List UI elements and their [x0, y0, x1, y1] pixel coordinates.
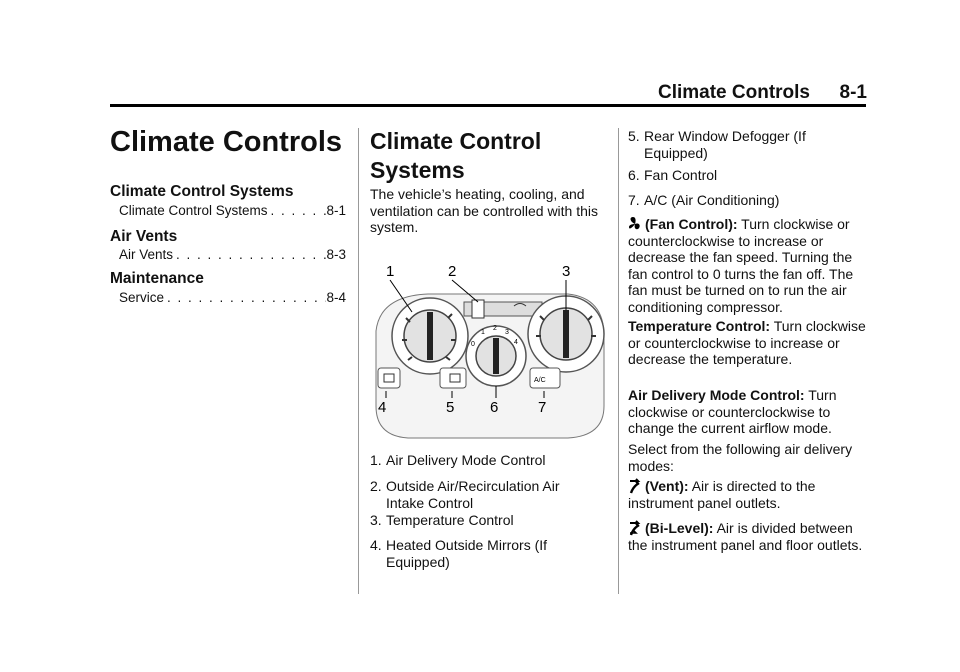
toc-entry-page: 8-1: [326, 203, 346, 218]
toc-heading: Air Vents: [110, 228, 178, 245]
toc-entry[interactable]: [119, 203, 346, 218]
toc-entry[interactable]: [119, 247, 346, 262]
toc-entry[interactable]: [119, 290, 346, 305]
callout-label: 4: [378, 399, 387, 416]
toc-leader-dots: [164, 290, 326, 305]
mode-paragraph: Air Delivery Mode Control: Turn clockwise or counterclockwise to change the current airflow mode.: [628, 387, 837, 436]
svg-text:0: 0: [471, 341, 475, 348]
rear-defog-button[interactable]: [440, 368, 466, 388]
column-divider-1: [358, 128, 359, 594]
legend-item: 6. Fan Control: [628, 167, 718, 183]
fan-control-knob[interactable]: [466, 325, 526, 386]
fan-icon: [628, 216, 642, 232]
ac-button-label: A/C: [534, 377, 546, 384]
intro-paragraph: The vehicle’s heating, cooling, and ventilation can be controlled with this system.: [370, 186, 599, 235]
temperature-paragraph: Temperature Control: Turn clockwise or counterclockwise to increase or decrease the temperature.: [628, 318, 866, 367]
callout-label: 1: [386, 263, 395, 280]
toc-leader-dots: [173, 247, 326, 262]
callout-label: 5: [446, 399, 455, 416]
bilevel-mode-icon: [628, 520, 642, 536]
callout-label: 2: [448, 263, 457, 280]
vent-mode-paragraph: (Vent): Air is directed to the instrument panel outlets.: [628, 478, 816, 511]
legend-item: 4. Heated Outside Mirrors (If Equipped): [370, 537, 548, 570]
legend-item: 2. Outside Air/Recirculation Air Intake Control: [370, 478, 560, 511]
toc-heading: Climate Control Systems: [110, 183, 294, 200]
callout-label: 6: [490, 399, 499, 416]
toc-entry-label: Air Vents: [119, 247, 174, 262]
mirror-heat-button[interactable]: [378, 368, 400, 388]
svg-text:2: 2: [493, 325, 497, 332]
column-divider-2: [618, 128, 619, 594]
toc-entry-page: 8-3: [326, 247, 346, 262]
toc-entry-label: Climate Control Systems: [119, 203, 268, 218]
bilevel-mode-paragraph: (Bi-Level): Air is divided between the instrument panel and floor outlets.: [628, 520, 863, 553]
svg-text:4: 4: [514, 339, 518, 346]
header-title: Climate Controls: [657, 82, 810, 103]
select-mode-paragraph: Select from the following air delivery modes:: [628, 441, 853, 474]
legend-item: 1. Air Delivery Mode Control: [370, 452, 546, 468]
chapter-title: Climate Controls: [110, 126, 343, 158]
legend-item: 5. Rear Window Defogger (If Equipped): [628, 128, 806, 161]
header-page-number: 8-1: [839, 82, 867, 103]
svg-text:3: 3: [505, 329, 509, 336]
toc-heading: Maintenance: [110, 270, 204, 287]
toc-leader-dots: [268, 203, 327, 218]
svg-text:1: 1: [481, 329, 485, 336]
callout-label: 3: [562, 263, 571, 280]
recirculation-slider[interactable]: [464, 300, 542, 318]
fan-control-paragraph: (Fan Control): Turn clockwise or counterclockwise to increase or decrease the fan speed. Turning the fan control to 0 turns the fan off. The fan must be turned on to run the air conditioning compressor.: [628, 216, 854, 315]
legend-item: 7. A/C (Air Conditioning): [628, 192, 780, 208]
callout-label: 7: [538, 399, 547, 416]
mode-control-knob[interactable]: [392, 298, 468, 374]
toc-entry-label: Service: [119, 290, 165, 305]
legend-item: 3. Temperature Control: [370, 512, 514, 528]
climate-control-panel-figure: [368, 256, 608, 448]
section-title: Climate Control Systems: [370, 128, 542, 183]
toc-entry-page: 8-4: [326, 290, 346, 305]
header-rule: [110, 104, 866, 107]
vent-mode-icon: [628, 478, 642, 494]
